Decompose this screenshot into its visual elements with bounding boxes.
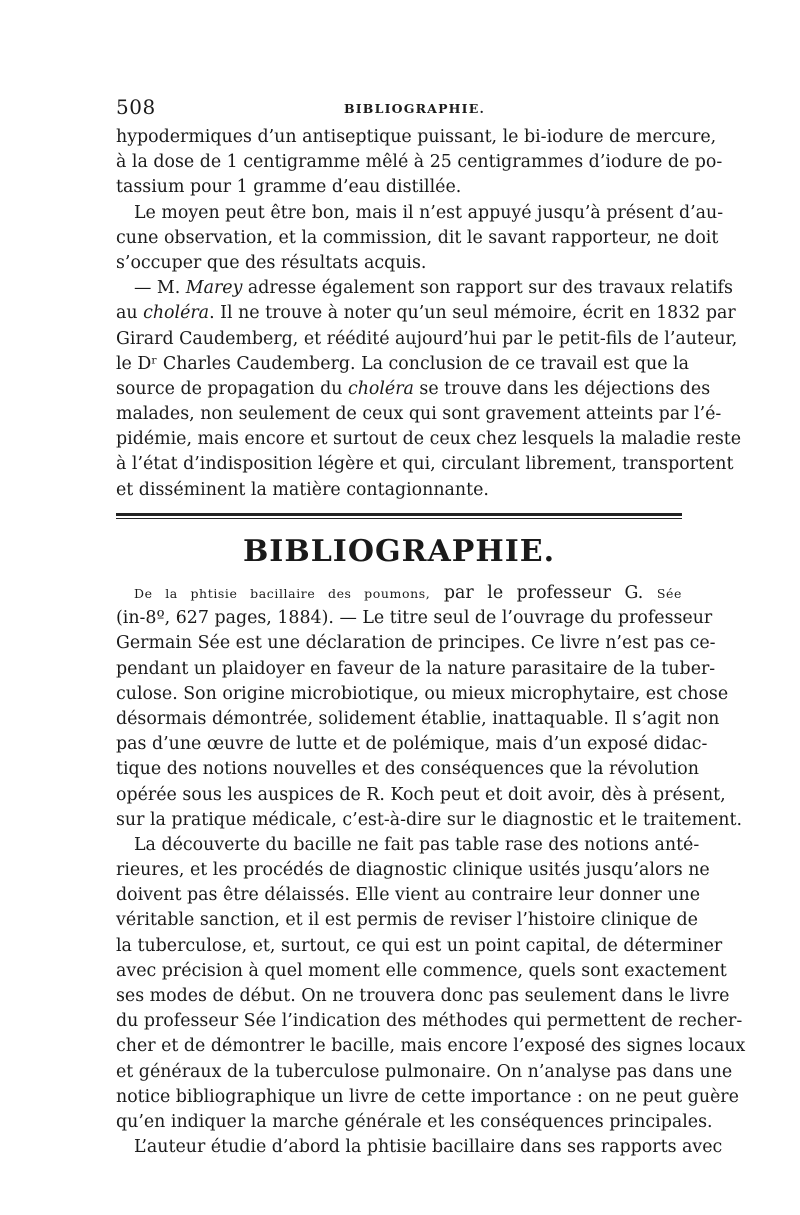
text-line: au choléra. Il ne trouve à noter qu’un seul mémoire, écrit en 1832 par: [116, 303, 736, 324]
text-line: qu’en indiquer la marche générale et les conséquences principales.: [116, 1111, 713, 1132]
text-line: culose. Son origine microbiotique, ou mieux microphytaire, est chose: [116, 683, 729, 704]
text-line: Girard Caudemberg, et réédité aujourd’hui par le petit-fils de l’auteur,: [116, 328, 738, 349]
section-divider-thin: [116, 518, 682, 519]
text-line: tassium pour 1 gramme d’eau distillée.: [116, 177, 462, 198]
text-line: Germain Sée est une déclaration de principes. Ce livre n’est pas ce-: [116, 633, 716, 654]
page-number: 508: [116, 95, 156, 119]
entry-byline: par le professeur G.: [430, 583, 657, 603]
text-line: source de propagation du choléra se trouve dans les déjections des: [116, 378, 711, 399]
running-head: [116, 95, 682, 123]
paragraph-block-commission: [116, 125, 742, 503]
text-line: et généraux de la tuberculose pulmonaire. On n’analyse pas dans une: [116, 1061, 733, 1082]
running-title: BIBLIOGRAPHIE.: [344, 101, 486, 116]
bibliography-entry: [116, 581, 746, 1160]
text-line: véritable sanction, et il est permis de reviser l’histoire clinique de: [116, 910, 698, 931]
text-line: du professeur Sée l’indication des méthodes qui permettent de recher-: [116, 1011, 743, 1032]
text-line: pendant un plaidoyer en faveur de la nature parasitaire de la tuber-: [116, 658, 716, 679]
text-line: Le moyen peut être bon, mais il n’est appuyé jusqu’à présent d’au-: [134, 202, 724, 223]
entry-title: De la phtisie bacillaire des poumons,: [134, 586, 431, 601]
text-line: à la dose de 1 centigramme mêlé à 25 centigrammes d’iodure de po-: [116, 152, 723, 173]
text-line: désormais démontrée, solidement établie, inattaquable. Il s’agit non: [116, 708, 720, 729]
text-line: s’occuper que des résultats acquis.: [116, 252, 427, 273]
text-line: le Dʳ Charles Caudemberg. La conclusion de ce travail est que la: [116, 353, 689, 374]
entry-author: Sée: [656, 586, 682, 601]
text-line: — M. Marey adresse également son rapport sur des travaux relatifs: [134, 278, 733, 299]
text-line: et disséminent la matière contagionnante.: [116, 479, 489, 500]
text-line: avec précision à quel moment elle commence, quels sont exactement: [116, 960, 727, 981]
text-line: opérée sous les auspices de R. Koch peut et doit avoir, dès à présent,: [116, 784, 726, 805]
text-line: malades, non seulement de ceux qui sont gravement atteints par l’é-: [116, 404, 722, 425]
text-line: tique des notions nouvelles et des conséquences que la révolution: [116, 759, 699, 780]
text-line: pidémie, mais encore et surtout de ceux chez lesquels la maladie reste: [116, 429, 742, 450]
text-line: pas d’une œuvre de lutte et de polémique, mais d’un exposé didac-: [116, 734, 708, 755]
section-divider-thick: [116, 513, 682, 516]
text-line: L’auteur étudie d’abord la phtisie bacillaire dans ses rapports avec: [134, 1137, 723, 1158]
section-title: BIBLIOGRAPHIE.: [242, 534, 556, 569]
text-line: notice bibliographique un livre de cette importance : on ne peut guère: [116, 1086, 739, 1107]
text-line: cher et de démontrer le bacille, mais encore l’exposé des signes locaux: [116, 1036, 746, 1057]
text-line: à l’état d’indisposition légère et qui, circulant librement, transportent: [116, 454, 734, 475]
text-line: la tuberculose, et, surtout, ce qui est un point capital, de déterminer: [116, 935, 723, 956]
entry-heading-line: [116, 581, 682, 606]
text-line: rieures, et les procédés de diagnostic clinique usités jusqu’alors ne: [116, 860, 710, 881]
text-line: doivent pas être délaissés. Elle vient au contraire leur donner une: [116, 885, 701, 906]
text-line: ses modes de début. On ne trouvera donc pas seulement dans le livre: [116, 986, 730, 1006]
text-line: sur la pratique médicale, c’est-à-dire sur le diagnostic et le traitement.: [116, 809, 743, 830]
text-line: La découverte du bacille ne fait pas table rase des notions anté-: [134, 834, 700, 855]
text-line: hypodermiques d’un antiseptique puissant, le bi-iodure de mercure,: [116, 127, 717, 147]
text-line: (in-8º, 627 pages, 1884). — Le titre seul de l’ouvrage du professeur: [116, 608, 713, 629]
text-line: cune observation, et la commission, dit le savant rapporteur, ne doit: [116, 227, 719, 248]
